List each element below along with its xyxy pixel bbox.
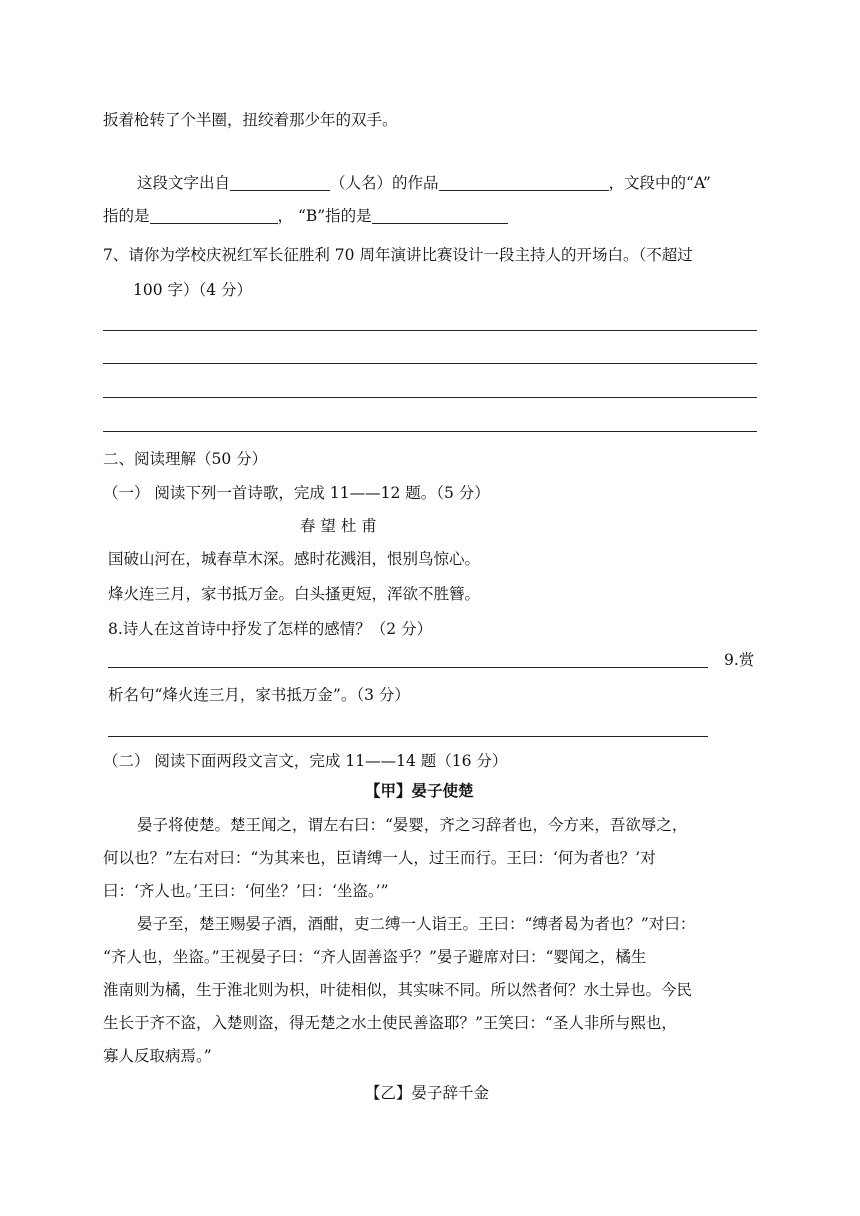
- poem-line-1: 国破山河在，城春草木深。感时花溅泪，恨别鸟惊心。: [108, 550, 481, 568]
- question-9-rest: 析名句“烽火连三月，家书抵万金”。（3 分）: [108, 686, 410, 704]
- passage-jia-p2-line-1: 晏子至，楚王赐晏子酒，酒酣，吏二缚一人诣王。王曰：“缚者曷为者也？”对曰：: [137, 915, 696, 933]
- author-answer-blank[interactable]: [230, 174, 330, 191]
- passage-jia-p1-line-1: 晏子将使楚。楚王闻之，谓左右曰：“晏婴，齐之习辞者也，今方来，吾欲辱之，: [137, 816, 688, 834]
- question-7-line-2: 100 字）（4 分）: [133, 281, 253, 299]
- q7-answer-line-2[interactable]: [103, 363, 757, 364]
- poem-title: 春 望 杜 甫: [300, 517, 377, 535]
- a-answer-blank[interactable]: [150, 207, 278, 224]
- q7-answer-line-1[interactable]: [103, 330, 757, 331]
- q7-answer-line-4[interactable]: [103, 431, 757, 432]
- part-1-intro: （一） 阅读下列一首诗歌，完成 11——12 题。（5 分）: [103, 484, 490, 502]
- question-8: 8.诗人在这首诗中抒发了怎样的感情？（2 分）: [108, 620, 433, 638]
- q7-answer-line-3[interactable]: [103, 397, 757, 398]
- part-2-intro: （二） 阅读下面两段文言文，完成 11——14 题（16 分）: [103, 752, 508, 770]
- q6-text-4: 指的是: [103, 207, 150, 225]
- fragment-line: 扳着枪转了个半圈，扭绞着那少年的双手。: [103, 111, 398, 129]
- poem-line-2: 烽火连三月，家书抵万金。白头搔更短，浑欲不胜簪。: [108, 585, 481, 603]
- passage-jia-title: 【甲】晏子使楚: [365, 781, 474, 800]
- passage-jia-p1-line-3: 曰：‘齐人也。’王曰：‘何坐？’曰：‘坐盗。’”: [103, 882, 389, 900]
- passage-jia-p2-line-4: 生长于齐不盗，入楚则盗，得无楚之水土使民善盗耶？”王笑曰：“圣人非所与熙也，: [103, 1014, 677, 1032]
- passage-jia-p2-line-5: 寡人反取病焉。”: [103, 1047, 212, 1065]
- passage-jia-p2-line-3: 淮南则为橘，生于淮北则为枳，叶徒相似，其实味不同。所以然者何？水土异也。今民: [103, 981, 693, 999]
- work-answer-blank[interactable]: [439, 174, 609, 191]
- section-2-title: 二、阅读理解（50 分）: [103, 450, 268, 468]
- question-6-line-2: [103, 206, 508, 226]
- passage-jia-p2-line-2: “齐人也，坐盗。”王视晏子曰：“齐人固善盗乎？”晏子避席对曰：“婴闻之，橘生: [103, 948, 647, 966]
- b-answer-blank[interactable]: [372, 207, 508, 224]
- passage-jia-p1-line-2: 何以也？”左右对曰：“为其来也，臣请缚一人，过王而行。王曰：‘何为者也？’对: [103, 849, 656, 867]
- q6-text-2: （人名）的作品: [330, 174, 439, 192]
- question-7-line-1: 7、请你为学校庆祝红军长征胜利 70 周年演讲比赛设计一段主持人的开场白。（不超过: [103, 246, 693, 264]
- q6-text-5: ， “B”指的是: [277, 207, 372, 225]
- q6-text-1: 这段文字出自: [137, 174, 231, 192]
- question-6-line-1: [137, 173, 711, 193]
- question-9-start: 9.赏: [724, 651, 755, 669]
- q6-text-3: ，文段中的“A”: [608, 174, 711, 192]
- q8-answer-line[interactable]: [108, 667, 708, 668]
- q9-answer-line[interactable]: [108, 736, 708, 737]
- passage-yi-title: 【乙】晏子辞千金: [365, 1084, 490, 1102]
